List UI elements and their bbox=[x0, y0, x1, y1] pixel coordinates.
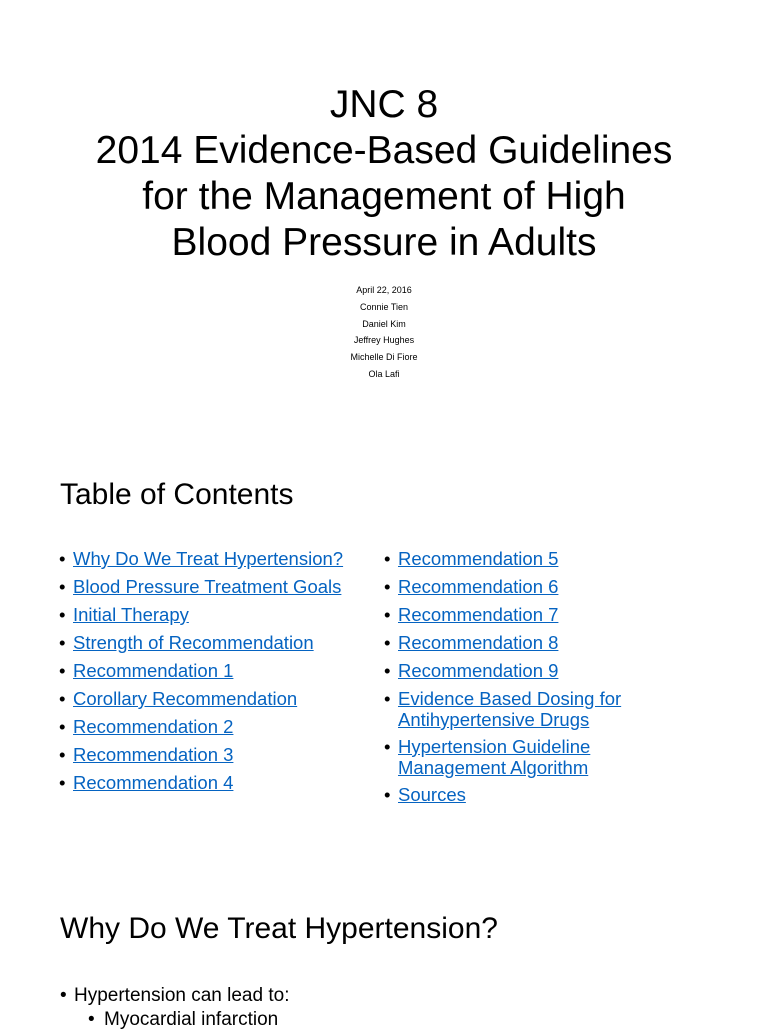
author-name: Jeffrey Hughes bbox=[353, 335, 415, 346]
toc-link-sources[interactable]: Sources bbox=[398, 784, 466, 805]
toc-item bbox=[384, 548, 621, 569]
toc-link-rec-2[interactable]: Recommendation 2 bbox=[73, 716, 234, 737]
bullet-item: • Hypertension can lead to: bbox=[60, 984, 289, 1008]
toc-item bbox=[59, 604, 343, 625]
toc-right-column bbox=[384, 548, 621, 805]
toc-item bbox=[384, 604, 621, 625]
toc-link-line: Evidence Based Dosing for bbox=[398, 688, 622, 709]
toc-link-rec-3[interactable]: Recommendation 3 bbox=[73, 744, 234, 765]
author-name: Michelle Di Fiore bbox=[350, 352, 418, 363]
author-name: Daniel Kim bbox=[362, 318, 406, 329]
slide-title bbox=[0, 82, 768, 266]
toc-link-bp-goals[interactable]: Blood Pressure Treatment Goals bbox=[73, 576, 342, 597]
toc-heading: Table of Contents bbox=[60, 478, 294, 511]
toc-link-line: Hypertension Guideline bbox=[398, 736, 591, 757]
toc-link-dosing[interactable] bbox=[398, 688, 621, 730]
author-name: Ola Lafi bbox=[368, 368, 400, 379]
toc-item bbox=[59, 660, 343, 681]
toc-item bbox=[59, 772, 343, 793]
title-line: JNC 8 bbox=[329, 83, 439, 126]
toc-link-rec-6[interactable]: Recommendation 6 bbox=[398, 576, 559, 597]
title-line: 2014 Evidence-Based Guidelines bbox=[95, 129, 673, 172]
toc-item bbox=[384, 632, 621, 653]
toc-link-line: Management Algorithm bbox=[398, 757, 589, 778]
toc-link-rec-5[interactable]: Recommendation 5 bbox=[398, 548, 559, 569]
toc-link-corollary[interactable]: Corollary Recommendation bbox=[73, 688, 298, 709]
toc-link-line: Antihypertensive Drugs bbox=[398, 709, 590, 730]
toc-item bbox=[59, 548, 343, 569]
toc-link-rec-4[interactable]: Recommendation 4 bbox=[73, 772, 234, 793]
toc-item bbox=[59, 716, 343, 737]
sub-bullet-item: • Myocardial infarction bbox=[60, 1008, 289, 1032]
toc-item bbox=[384, 660, 621, 681]
toc-item bbox=[59, 744, 343, 765]
toc-item bbox=[384, 688, 621, 730]
section-heading: Why Do We Treat Hypertension? bbox=[60, 912, 498, 945]
toc-item bbox=[59, 632, 343, 653]
toc-item bbox=[384, 736, 621, 778]
title-line: Blood Pressure in Adults bbox=[171, 221, 597, 264]
toc-link-rec-7[interactable]: Recommendation 7 bbox=[398, 604, 559, 625]
toc-item bbox=[384, 784, 621, 805]
author-list bbox=[0, 282, 768, 383]
toc-link-why-treat[interactable]: Why Do We Treat Hypertension? bbox=[73, 548, 344, 569]
toc-item bbox=[59, 576, 343, 597]
section-bullets bbox=[60, 984, 289, 1032]
toc-link-strength[interactable]: Strength of Recommendation bbox=[73, 632, 314, 653]
toc-link-rec-9[interactable]: Recommendation 9 bbox=[398, 660, 559, 681]
toc-item bbox=[59, 688, 343, 709]
toc-link-rec-1[interactable]: Recommendation 1 bbox=[73, 660, 234, 681]
presentation-date: April 22, 2016 bbox=[356, 285, 412, 295]
toc-left-column bbox=[59, 548, 343, 793]
toc-link-algorithm[interactable] bbox=[398, 736, 590, 778]
toc-link-initial-therapy[interactable]: Initial Therapy bbox=[73, 604, 189, 625]
toc-item bbox=[384, 576, 621, 597]
title-line: for the Management of High bbox=[142, 175, 626, 218]
author-name: Connie Tien bbox=[359, 301, 409, 312]
toc-link-rec-8[interactable]: Recommendation 8 bbox=[398, 632, 559, 653]
